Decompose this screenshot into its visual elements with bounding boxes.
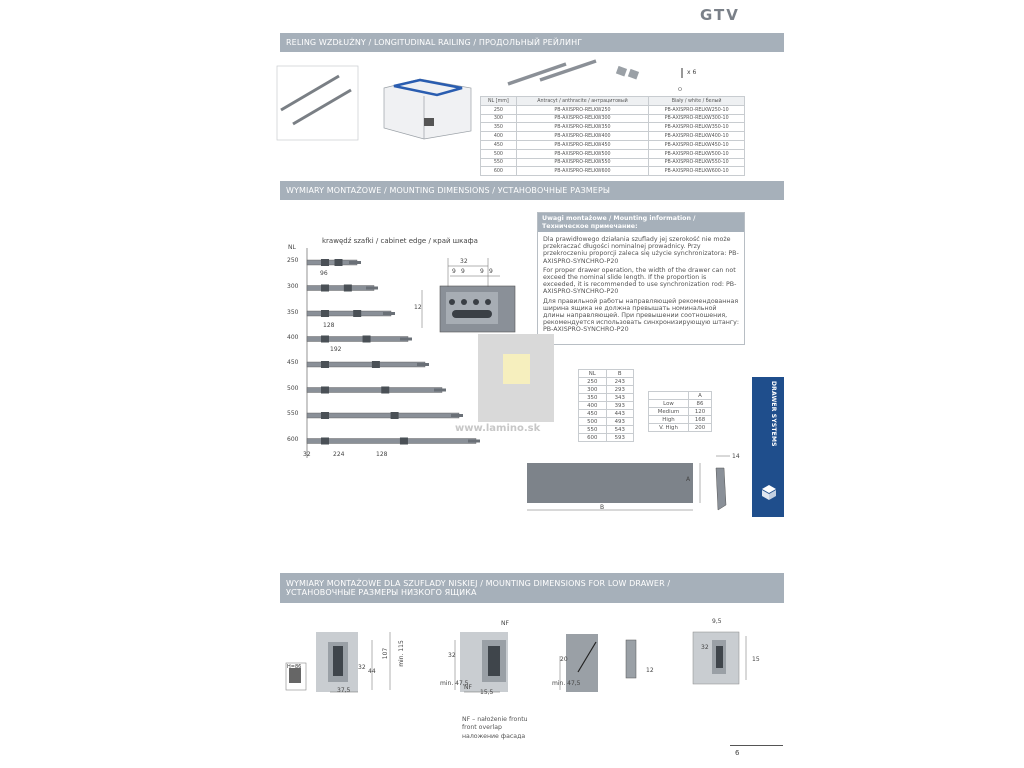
- table-cell: 500: [579, 418, 607, 426]
- dim-label: 9: [489, 268, 493, 275]
- slide-rail: [307, 439, 476, 444]
- slide-rail-end: [434, 389, 446, 392]
- info-text-ru: Для правильной работы направляющей рекомендованная ширина ящика не должна превышать номинальной длины направляющей. При превышении соотношения, рекомендуется использовать синхронизирующую штангу: PB-AXISPRO-SYNCHRO-P20: [543, 297, 739, 334]
- slide-bracket: [391, 412, 399, 419]
- table-row: [579, 402, 634, 410]
- dim-label: 32: [460, 258, 468, 265]
- column-header: B: [606, 370, 634, 378]
- front-height-table: [648, 391, 712, 432]
- table-cell: V. High: [649, 424, 689, 432]
- table-cell: 543: [606, 426, 634, 434]
- table-row: [481, 132, 745, 141]
- dim-label: NF: [464, 684, 472, 691]
- slide-rail-end: [366, 287, 378, 290]
- table-cell: PB-AXISPRO-RELKW600-10: [649, 167, 745, 176]
- table-cell: PB-AXISPRO-RELKW300: [516, 114, 649, 123]
- note-line: NF – nałożenie frontu: [462, 716, 528, 723]
- dim-label: min. 115: [397, 640, 405, 667]
- slide-length-label: 250: [287, 257, 299, 264]
- note-line: front overlap: [462, 724, 502, 732]
- dim-label: min. 47,5: [552, 680, 581, 687]
- table-cell: PB-AXISPRO-RELKW500: [516, 149, 649, 158]
- info-box-header: [538, 213, 744, 232]
- table-row: [649, 416, 712, 424]
- table-cell: 350: [579, 394, 607, 402]
- table-cell: High: [649, 416, 689, 424]
- slide-bracket: [321, 412, 329, 419]
- table-header-row: [649, 392, 712, 400]
- nl-label: NL: [288, 244, 296, 251]
- slide-rail: [307, 311, 391, 316]
- slide-rail: [307, 413, 459, 418]
- railing-image: [277, 66, 358, 140]
- column-header: NL: [579, 370, 607, 378]
- slide-bracket: [321, 387, 329, 394]
- height-badge: H=86: [287, 664, 302, 670]
- slide-bracket: [321, 361, 329, 368]
- table-row: [579, 410, 634, 418]
- slide-rail-end: [468, 440, 480, 443]
- table-row: [481, 105, 745, 114]
- table-cell: Low: [649, 400, 689, 408]
- cabinet-edge-label: krawędź szafki / cabinet edge / край шкафа: [322, 237, 478, 245]
- low-drawer-drawing-1: [286, 632, 390, 692]
- table-cell: 493: [606, 418, 634, 426]
- table-cell: PB-AXISPRO-RELKW350: [516, 123, 649, 132]
- column-header: A: [688, 392, 711, 400]
- product-code-table: [480, 96, 745, 176]
- dim-label: NF: [501, 620, 509, 627]
- screw-count-label: x 6: [687, 69, 697, 76]
- table-header-row: [579, 370, 634, 378]
- column-header: Antracyt / anthracite / антрацитовый: [516, 97, 649, 106]
- table-cell: PB-AXISPRO-RELKW450-10: [649, 140, 745, 149]
- table-cell: PB-AXISPRO-RELKW400-10: [649, 132, 745, 141]
- front-panel-b-label: B: [600, 504, 605, 511]
- slide-length-label: 550: [287, 410, 299, 417]
- table-row: [579, 386, 634, 394]
- page-divider: [730, 745, 783, 746]
- table-row: [481, 114, 745, 123]
- table-cell: Medium: [649, 408, 689, 416]
- section-title: WYMIARY MONTAŻOWE / MOUNTING DIMENSIONS / УСТАНОВОЧНЫЕ РАЗМЕРЫ: [286, 186, 611, 195]
- dim-label: 32: [701, 644, 709, 651]
- table-cell: 450: [481, 140, 517, 149]
- slide-length-label: 350: [287, 309, 299, 316]
- table-row: [481, 140, 745, 149]
- table-row: [579, 394, 634, 402]
- mounting-info-box: [537, 212, 745, 345]
- slide-bracket: [372, 361, 380, 368]
- note-line: наложение фасада: [462, 732, 526, 740]
- table-cell: PB-AXISPRO-RELKW550-10: [649, 158, 745, 167]
- table-cell: 300: [579, 386, 607, 394]
- slide-length-label: 600: [287, 436, 299, 443]
- table-cell: 250: [579, 378, 607, 386]
- dim-label: 9: [480, 268, 484, 275]
- slide-bracket: [321, 336, 329, 343]
- slide-length-label: 500: [287, 385, 299, 392]
- table-row: [579, 434, 634, 442]
- info-text-pl: Dla prawidłowego działania szuflady jej szerokość nie może przekraczać długości nominalnej prowadnicy. Przy przekroczeniu proporcji zaleca się użycie synchronizatora: PB-AXISPRO-SYNCHRO-P20: [543, 236, 739, 265]
- table-cell: PB-AXISPRO-RELKW250: [516, 105, 649, 114]
- table-cell: 250: [481, 105, 517, 114]
- table-cell: PB-AXISPRO-RELKW500-10: [649, 149, 745, 158]
- section-title: RELING WZDŁUŻNY / LONGITUDINAL RAILING / ПРОДОЛЬНЫЙ РЕЙЛИНГ: [286, 38, 583, 47]
- table-cell: 400: [579, 402, 607, 410]
- dim-label: 12: [414, 304, 422, 311]
- table-cell: PB-AXISPRO-RELKW600: [516, 167, 649, 176]
- table-cell: 400: [481, 132, 517, 141]
- slide-bracket: [321, 259, 329, 266]
- bracket-detail-image: [422, 258, 515, 332]
- slide-bracket: [381, 387, 389, 394]
- table-cell: 600: [579, 434, 607, 442]
- dim-label: 15,5: [480, 689, 494, 696]
- table-cell: 300: [481, 114, 517, 123]
- table-row: [481, 149, 745, 158]
- table-cell: PB-AXISPRO-RELKW450: [516, 140, 649, 149]
- dim-label: 96: [320, 270, 328, 277]
- nl-b-table: [578, 369, 634, 442]
- slide-bracket: [335, 259, 343, 266]
- slide-bracket: [321, 285, 329, 292]
- table-cell: 500: [481, 149, 517, 158]
- table-cell: 200: [688, 424, 711, 432]
- slide-bracket: [353, 310, 361, 317]
- table-cell: 393: [606, 402, 634, 410]
- dim-label: 15: [752, 656, 760, 663]
- dim-label: 9,5: [712, 618, 722, 625]
- info-title-line2: Техническое примечание:: [542, 222, 638, 230]
- info-box-body: [538, 232, 744, 340]
- table-header-row: [481, 97, 745, 106]
- section-title-line1: WYMIARY MONTAŻOWE DLA SZUFLADY NISKIEJ / MOUNTING DIMENSIONS FOR LOW DRAWER /: [286, 579, 671, 588]
- watermark-inner: [503, 354, 530, 384]
- table-cell: 168: [688, 416, 711, 424]
- dim-label: 128: [376, 451, 388, 458]
- column-header: NL [mm]: [481, 97, 517, 106]
- slide-rail-end: [400, 338, 412, 341]
- table-row: [649, 400, 712, 408]
- drawer-systems-icon: [760, 483, 778, 501]
- table-cell: PB-AXISPRO-RELKW250-10: [649, 105, 745, 114]
- table-cell: 443: [606, 410, 634, 418]
- table-cell: PB-AXISPRO-RELKW300-10: [649, 114, 745, 123]
- table-cell: 600: [481, 167, 517, 176]
- dim-label: min. 47,5: [440, 680, 469, 687]
- table-row: [649, 408, 712, 416]
- slide-length-label: 400: [287, 334, 299, 341]
- table-row: [481, 158, 745, 167]
- table-cell: PB-AXISPRO-RELKW550: [516, 158, 649, 167]
- table-cell: 86: [688, 400, 711, 408]
- front-overlap-note: [462, 716, 528, 741]
- dim-label: 20: [560, 656, 568, 663]
- drawer-railing-image: [384, 79, 471, 139]
- slide-rail-end: [383, 312, 395, 315]
- railing-parts-image: [508, 61, 682, 91]
- dim-label: 44: [368, 668, 376, 675]
- watermark-text: www.lamino.sk: [455, 423, 541, 434]
- column-header: [649, 392, 689, 400]
- slide-rail-end: [349, 261, 361, 264]
- dim-label: 192: [330, 346, 342, 353]
- dim-label: 32: [358, 664, 366, 671]
- table-cell: 550: [481, 158, 517, 167]
- slide-bracket: [321, 310, 329, 317]
- slide-bracket: [400, 438, 408, 445]
- side-tab-label: DRAWER SYSTEMS: [770, 381, 777, 447]
- table-cell: 550: [579, 426, 607, 434]
- slide-rail-end: [417, 363, 429, 366]
- dim-label: 9: [461, 268, 465, 275]
- column-header: Biały / white / белый: [649, 97, 745, 106]
- table-cell: PB-AXISPRO-RELKW400: [516, 132, 649, 141]
- slide-bracket: [321, 438, 329, 445]
- slide-bracket: [344, 285, 352, 292]
- table-cell: 343: [606, 394, 634, 402]
- table-cell: 450: [579, 410, 607, 418]
- slide-length-label: 300: [287, 283, 299, 290]
- table-cell: 350: [481, 123, 517, 132]
- table-row: [481, 123, 745, 132]
- dim-label: 37,5: [337, 687, 351, 694]
- brand-logo: GTV: [700, 6, 740, 24]
- table-row: [579, 426, 634, 434]
- dim-label: 32: [448, 652, 456, 659]
- table-row: [649, 424, 712, 432]
- low-drawer-drawing-4: [693, 632, 746, 684]
- front-panel-image: [527, 456, 730, 510]
- section-title-line2: УСТАНОВОЧНЫЕ РАЗМЕРЫ НИЗКОГО ЯЩИКА: [286, 588, 477, 597]
- table-cell: PB-AXISPRO-RELKW350-10: [649, 123, 745, 132]
- table-cell: 243: [606, 378, 634, 386]
- slide-rail-end: [451, 414, 463, 417]
- front-panel-a-label: A: [686, 476, 691, 483]
- page-number: 6: [735, 749, 740, 757]
- front-panel-thickness-label: 14: [732, 453, 740, 460]
- table-row: [579, 378, 634, 386]
- table-cell: 293: [606, 386, 634, 394]
- dim-label: 9: [452, 268, 456, 275]
- table-row: [481, 167, 745, 176]
- dim-label: 224: [333, 451, 345, 458]
- table-row: [579, 418, 634, 426]
- dim-label: 12: [646, 667, 654, 674]
- info-text-en: For proper drawer operation, the width of the drawer can not exceed the nominal slide length. If the proportion is exceeded, it is recommended to use synchronization rod: PB-AXISPRO-SYNCHRO-P20: [543, 266, 737, 296]
- table-cell: 120: [688, 408, 711, 416]
- drawer-systems-tab: [752, 377, 784, 517]
- dim-label: 128: [323, 322, 335, 329]
- slide-length-label: 450: [287, 359, 299, 366]
- slide-rail: [307, 286, 374, 291]
- info-title-line1: Uwagi montażowe / Mounting information /: [542, 215, 696, 222]
- dim-label: 32: [303, 451, 311, 458]
- slide-bracket: [363, 336, 371, 343]
- dim-label: 107: [382, 647, 390, 660]
- table-cell: 593: [606, 434, 634, 442]
